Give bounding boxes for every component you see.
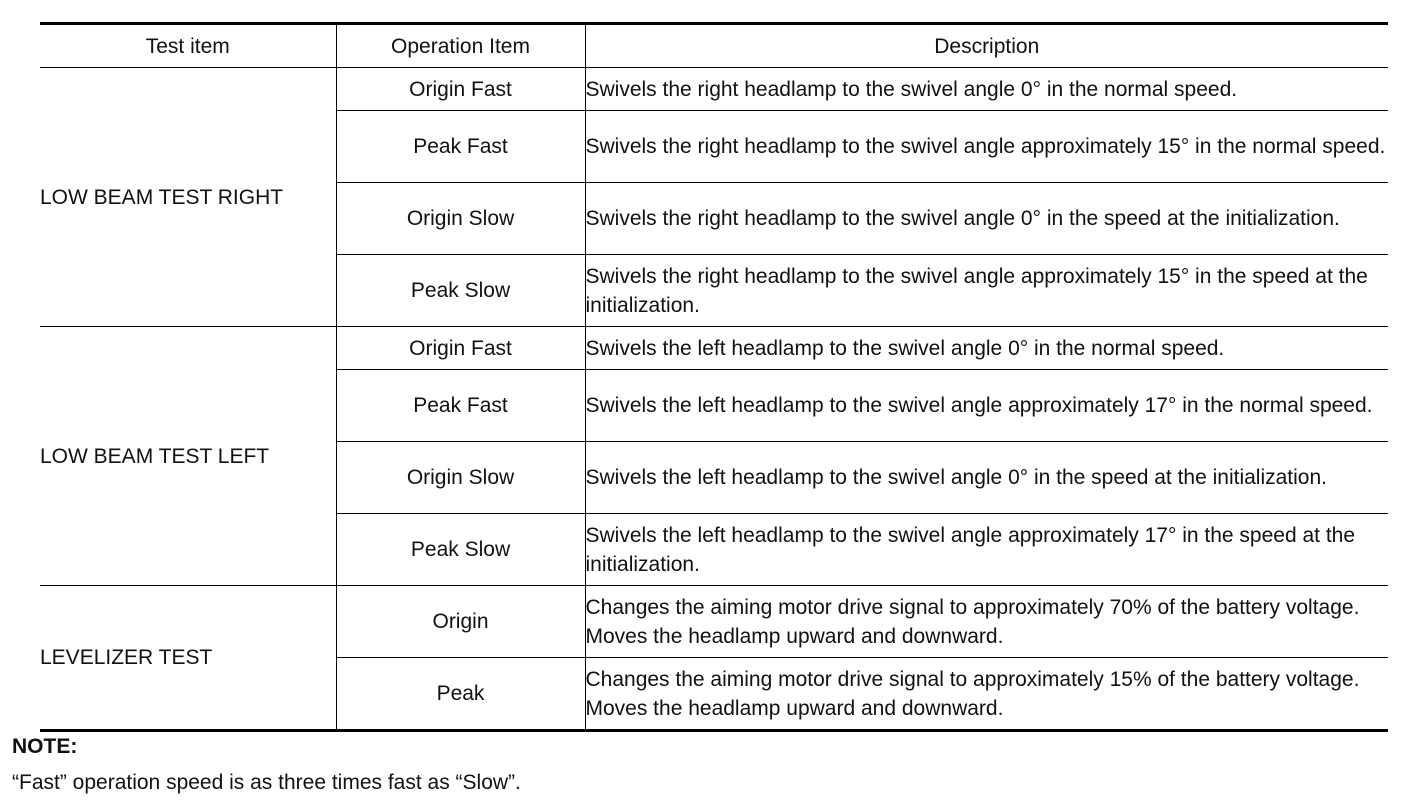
- header-test-item: Test item: [40, 24, 336, 68]
- operation-cell: Origin Fast: [336, 327, 585, 370]
- description-cell: Swivels the left headlamp to the swivel angle approximately 17° in the speed at the initialization.: [585, 514, 1388, 586]
- note-title: NOTE:: [12, 735, 78, 758]
- active-test-table: [40, 22, 1388, 732]
- test-item-cell: LOW BEAM TEST LEFT: [40, 327, 336, 586]
- description-cell: Changes the aiming motor drive signal to approximately 70% of the battery voltage. Moves the headlamp upward and downward.: [585, 586, 1388, 658]
- description-cell: Changes the aiming motor drive signal to approximately 15% of the battery voltage. Moves the headlamp upward and downward.: [585, 658, 1388, 731]
- operation-cell: Origin Slow: [336, 183, 585, 255]
- test-item-cell: LEVELIZER TEST: [40, 586, 336, 731]
- description-cell: Swivels the left headlamp to the swivel angle 0° in the speed at the initialization.: [585, 442, 1388, 514]
- operation-cell: Peak: [336, 658, 585, 731]
- operation-cell: Peak Slow: [336, 514, 585, 586]
- operation-cell: Peak Fast: [336, 370, 585, 442]
- table-row: [40, 327, 1388, 370]
- table-row: [40, 586, 1388, 658]
- operation-cell: Origin Slow: [336, 442, 585, 514]
- description-cell: Swivels the right headlamp to the swivel angle 0° in the speed at the initialization.: [585, 183, 1388, 255]
- operation-cell: Peak Fast: [336, 111, 585, 183]
- description-cell: Swivels the right headlamp to the swivel angle 0° in the normal speed.: [585, 68, 1388, 111]
- operation-cell: Peak Slow: [336, 255, 585, 327]
- header-operation-item: Operation Item: [336, 24, 585, 68]
- table-row: [40, 68, 1388, 111]
- operation-cell: Origin: [336, 586, 585, 658]
- description-cell: Swivels the left headlamp to the swivel angle 0° in the normal speed.: [585, 327, 1388, 370]
- test-item-cell: LOW BEAM TEST RIGHT: [40, 68, 336, 327]
- description-cell: Swivels the right headlamp to the swivel angle approximately 15° in the normal speed.: [585, 111, 1388, 183]
- table-header-row: [40, 24, 1388, 68]
- description-cell: Swivels the right headlamp to the swivel angle approximately 15° in the speed at the initialization.: [585, 255, 1388, 327]
- note-text: “Fast” operation speed is as three times fast as “Slow”.: [12, 771, 521, 794]
- header-description: Description: [585, 24, 1388, 68]
- operation-cell: Origin Fast: [336, 68, 585, 111]
- description-cell: Swivels the left headlamp to the swivel angle approximately 17° in the normal speed.: [585, 370, 1388, 442]
